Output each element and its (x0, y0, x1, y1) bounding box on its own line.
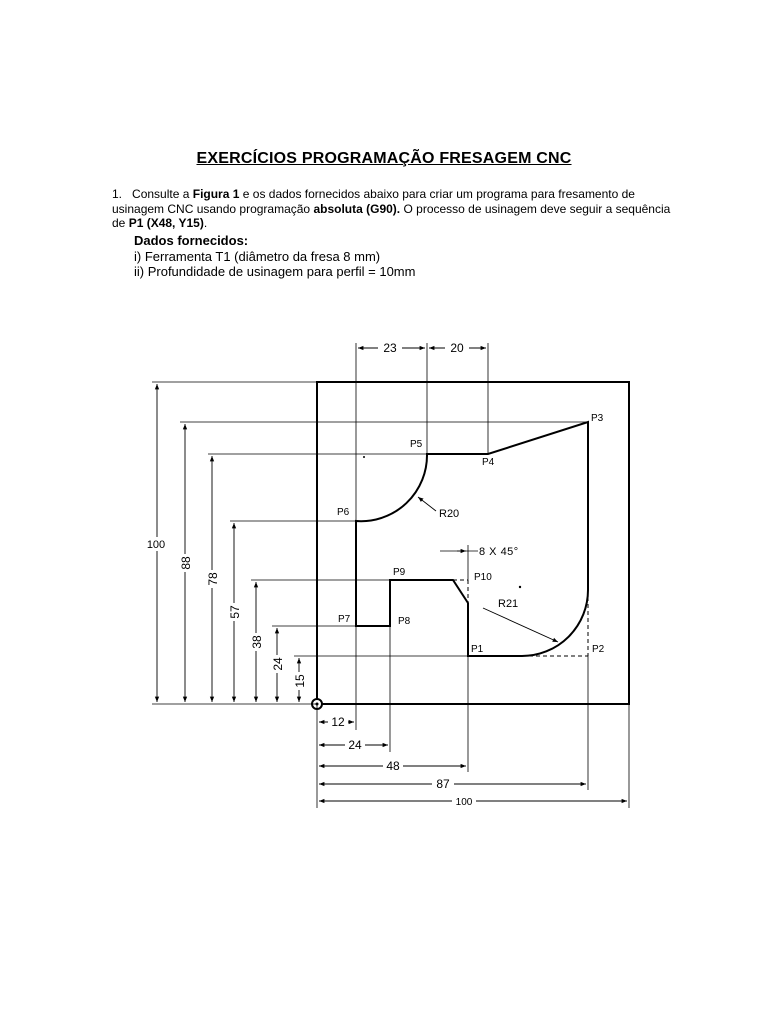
dim-23: 23 (383, 341, 397, 355)
dimension-lines (157, 348, 627, 801)
dim-78: 78 (206, 572, 220, 586)
dim-38: 38 (250, 635, 264, 649)
label-p6: P6 (337, 507, 350, 518)
given-item: i) Ferramenta T1 (diâmetro da fresa 8 mm) (134, 248, 381, 264)
dim-12: 12 (331, 715, 345, 729)
dim-24-vertical: 24 (271, 657, 285, 671)
label-r20: R20 (439, 508, 460, 520)
dim-15: 15 (293, 674, 307, 688)
figure-ref: Figura 1 (192, 187, 240, 201)
label-p2: P2 (592, 644, 605, 655)
page-title: EXERCÍCIOS PROGRAMAÇÃO FRESAGEM CNC (196, 150, 572, 167)
dim-24-horizontal: 24 (348, 738, 362, 752)
extension-lines (152, 343, 629, 808)
label-p5: P5 (410, 439, 423, 450)
dim-57: 57 (228, 605, 242, 619)
start-point-ref: P1 (X48, Y15) (128, 216, 204, 230)
dim-100-vertical: 100 (146, 539, 166, 551)
dim-88: 88 (179, 556, 193, 570)
given-item: ii) Profundidade de usinagem para perfil = 10mm (134, 264, 416, 279)
exercise-paragraph: 1. Consulte a Figura 1 e os dados fornecidos abaixo para criar um programa para fresamento de usinagem CNC usando programação absoluta (G90). O processo de usinagem deve seguir a sequência de P1 (X48, Y15). (112, 187, 671, 230)
part-profile (356, 422, 588, 656)
dim-87: 87 (436, 777, 450, 791)
dim-48: 48 (386, 759, 400, 773)
label-p3: P3 (591, 413, 604, 424)
dim-20: 20 (450, 341, 464, 355)
label-p7: P7 (338, 614, 351, 625)
label-p1: P1 (471, 644, 484, 655)
label-p9: P9 (393, 567, 406, 578)
label-p10: P10 (474, 572, 492, 583)
label-p8: P8 (398, 616, 411, 627)
exercise-number: 1. (112, 187, 123, 201)
mode-ref: absoluta (G90). (313, 201, 401, 216)
label-r21: R21 (498, 598, 519, 610)
label-chamfer: 8 X 45° (479, 546, 519, 558)
dim-100-horizontal: 100 (455, 797, 473, 808)
label-p4: P4 (482, 457, 495, 468)
given-heading: Dados fornecidos: (134, 233, 249, 248)
